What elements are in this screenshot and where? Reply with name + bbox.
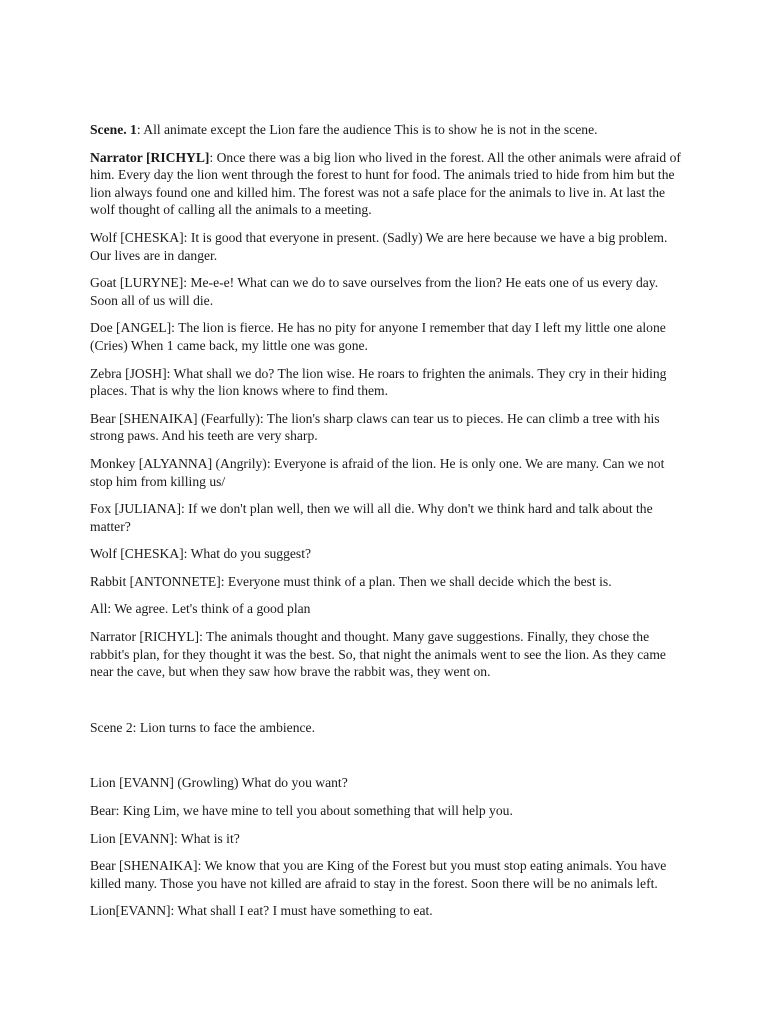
section-spacer [90, 746, 682, 774]
paragraph-text: Wolf [CHESKA]: What do you suggest? [90, 546, 312, 562]
paragraph-text: Zebra [JOSH]: What shall we do? The lion wise. He roars to frighten the animals. They cry in their hiding places. That is why the lion knows where to find them. [90, 365, 667, 399]
script-paragraph [90, 274, 682, 309]
script-paragraph [90, 455, 682, 490]
document-page [90, 121, 682, 930]
script-paragraph [90, 774, 682, 792]
paragraph-text: Scene 2: Lion turns to face the ambience. [90, 719, 315, 735]
script-paragraph [90, 121, 682, 139]
paragraph-text: Lion[EVANN]: What shall I eat? I must have something to eat. [90, 903, 433, 919]
paragraph-text: : Once there was a big lion who lived in the forest. All the other animals were afraid of him. Every day the lion went through the forest to hunt for food. The animals tried to hide from him but the lion always found one and killed him. The forest was not a safe place for the animals to live in. At last the wolf thought of calling all the animals to a meeting. [90, 149, 681, 218]
script-paragraph [90, 857, 682, 892]
paragraph-text: Lion [EVANN] (Growling) What do you want? [90, 775, 348, 791]
script-paragraph [90, 319, 682, 354]
script-paragraph [90, 500, 682, 535]
script-paragraph [90, 545, 682, 563]
script-paragraph [90, 802, 682, 820]
paragraph-text: Fox [JULIANA]: If we don't plan well, then we will all die. Why don't we think hard and talk about the matter? [90, 501, 653, 534]
paragraph-text: Wolf [CHESKA]: It is good that everyone in present. (Sadly) We are here because we have a big problem. Our lives are in danger. [90, 229, 668, 263]
speaker-label: Narrator [RICHYL] [90, 149, 210, 165]
paragraph-text: Monkey [ALYANNA] (Angrily): Everyone is afraid of the lion. He is only one. We are many. Can we not stop him from killing us/ [90, 455, 665, 489]
paragraph-text: Bear [SHENAIKA]: We know that you are King of the Forest but you must stop eating animals. You have killed many. Those you have not killed are afraid to stay in the forest. Soon there will be no animals left. [90, 858, 667, 891]
paragraph-text: Goat [LURYNE]: Me-e-e! What can we do to save ourselves from the lion? He eats one of us every day. Soon all of us will die. [90, 275, 659, 308]
section-spacer [90, 691, 682, 719]
paragraph-text: Doe [ANGEL]: The lion is fierce. He has no pity for anyone I remember that day I left my little one alone (Cries) When 1 came back, my little one was gone. [90, 320, 666, 353]
script-paragraph [90, 149, 682, 219]
paragraph-text: : All animate except the Lion fare the audience This is to show he is not in the scene. [136, 122, 598, 137]
script-paragraph [90, 600, 682, 618]
paragraph-text: Bear [SHENAIKA] (Fearfully): The lion's sharp claws can tear us to pieces. He can climb a tree with his strong paws. And his teeth are very sharp. [90, 410, 660, 444]
script-paragraph [90, 229, 682, 264]
script-paragraph [90, 902, 682, 920]
script-paragraph [90, 628, 682, 681]
speaker-label: Scene. 1 [90, 122, 137, 137]
script-paragraph [90, 830, 682, 848]
script-paragraph [90, 719, 682, 737]
paragraph-text: Bear: King Lim, we have mine to tell you about something that will help you. [90, 803, 513, 819]
paragraph-text: Narrator [RICHYL]: The animals thought and thought. Many gave suggestions. Finally, they chose the rabbit's plan, for they thought it was the best. So, that night the animals went to see the lion. As they came near the cave, but when they saw how brave the rabbit was, they went on. [90, 629, 666, 680]
script-paragraph [90, 365, 682, 400]
paragraph-text: All: We agree. Let's think of a good plan [90, 601, 311, 617]
script-paragraph [90, 573, 682, 591]
script-paragraph [90, 410, 682, 445]
paragraph-text: Lion [EVANN]: What is it? [90, 830, 240, 846]
paragraph-text: Rabbit [ANTONNETE]: Everyone must think of a plan. Then we shall decide which the best is. [90, 573, 612, 589]
